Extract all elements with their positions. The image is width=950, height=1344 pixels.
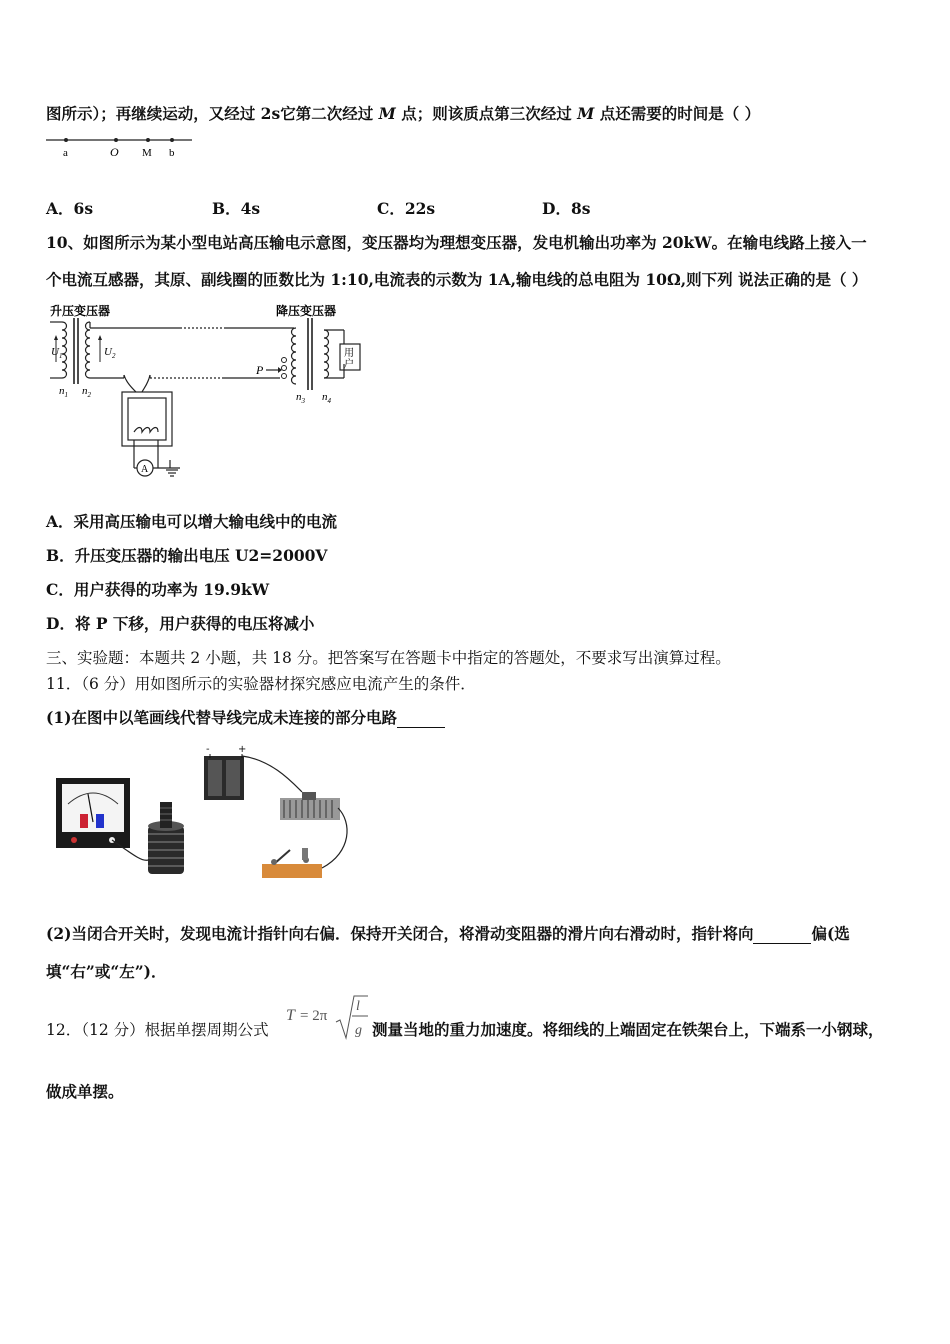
step-down-label: 降压变压器 <box>276 304 337 318</box>
inner-coil <box>160 802 172 828</box>
ammeter-label: A <box>141 464 149 475</box>
q10-option-d[interactable]: D．将 P 下移，用户获得的电压将减小 <box>46 614 315 633</box>
point-a <box>64 138 68 142</box>
n2-label: $n_2$ <box>82 385 91 399</box>
q9-option-b[interactable]: B．4s <box>212 199 261 218</box>
q11-part1: (1)在图中以笔画线代替导线完成未连接的部分电路 <box>46 706 445 728</box>
point-m <box>146 138 150 142</box>
coil-n3 <box>292 328 297 384</box>
q10-option-c[interactable]: C．用户获得的功率为 19.9kW <box>46 580 270 599</box>
svg-text:-: - <box>206 744 210 755</box>
q9-option-c[interactable]: C．22s <box>377 199 436 218</box>
q10-transmission-diagram <box>44 300 374 482</box>
q11-stem: 11．（6 分）用如图所示的实验器材探究感应电流产生的条件． <box>46 675 476 693</box>
n4-label: $n_4$ <box>322 391 331 405</box>
q11-part2-line1: (2)当闭合开关时，发现电流计指针向右偏．保持开关闭合，将滑动变阻器的滑片向右滑动时，指针将向 偏(选 <box>46 924 850 943</box>
n1-label: $n_1$ <box>59 385 68 399</box>
q9-option-a[interactable]: A．6s <box>46 199 94 218</box>
formula-g: g <box>355 1023 362 1038</box>
ct-frame <box>122 392 172 446</box>
n3-label: $n_3$ <box>296 391 305 405</box>
u2-label: $U_2$ <box>104 346 116 360</box>
label-m: M <box>142 147 152 159</box>
svg-text:+: + <box>238 744 247 755</box>
user-label-1: 用 <box>344 348 354 359</box>
switch-base <box>262 864 322 878</box>
coil-n2 <box>86 322 91 378</box>
q9-option-d[interactable]: D．8s <box>542 199 591 218</box>
formula-radical <box>336 996 368 1038</box>
coil-n1 <box>62 322 67 378</box>
label-o: O <box>110 145 119 159</box>
rheostat <box>280 798 340 820</box>
q11-part1-blank[interactable] <box>397 708 445 728</box>
q10-stem-line1: 10、如图所示为某小型电站高压输电示意图，变压器均为理想变压器，发电机输出功率为 20kW。在输电线路上接入一 <box>46 233 867 252</box>
q10-option-b[interactable]: B．升压变压器的输出电压 U2=2000V <box>46 546 328 565</box>
q11-apparatus-figure <box>52 742 362 892</box>
tap-3 <box>282 374 287 379</box>
q12-stem-part-b: 测量当地的重力加速度。将细线的上端固定在铁架台上，下端系一小钢球， <box>372 1020 884 1039</box>
q11-part2-line2: 填“右”或“左”)． <box>46 962 167 981</box>
q11-part2-blank[interactable] <box>753 924 811 944</box>
ct-secondary-coil <box>134 428 158 433</box>
point-o <box>114 138 118 142</box>
section-3-heading: 三、实验题：本题共 2 小题，共 18 分。把答案写在答题卡中指定的答题处，不要求写出演算过程。 <box>46 649 731 667</box>
step-up-label: 升压变压器 <box>50 304 111 318</box>
q12-pendulum-formula <box>284 990 370 1044</box>
q10-option-a[interactable]: A．采用高压输电可以增大输电线中的电流 <box>46 512 338 531</box>
q12-stem-part-a: 12．（12 分）根据单摆周期公式 <box>46 1021 269 1039</box>
q10-stem-line2: 个电流互感器，其原、副线圈的匝数比为 1:10,电流表的示数为 1A,输电线的总电阻为 10Ω,则下列 说法正确的是（ ） <box>46 270 868 289</box>
q9-number-line <box>44 134 196 162</box>
label-a: a <box>63 147 68 159</box>
galvanometer-face <box>62 784 124 832</box>
label-b: b <box>169 147 175 159</box>
ct-inner <box>128 398 166 440</box>
q12-stem-part-c: 做成单摆。 <box>46 1082 124 1101</box>
coil-n4 <box>324 330 329 378</box>
user-label-2: 户 <box>344 359 354 370</box>
tap-1 <box>282 358 287 363</box>
tap-2 <box>282 366 287 371</box>
u1-label: $U_1$ <box>51 346 63 360</box>
point-b <box>170 138 174 142</box>
ct-lead-1 <box>124 375 136 392</box>
q9-stem: 图所示）；再继续运动，又经过 2s它第二次经过 M 点；则该质点第三次经过 M 点还需要的时间是（ ） <box>46 104 761 123</box>
formula-t: T <box>286 1007 295 1024</box>
p-label: P <box>256 363 264 377</box>
formula-2pi: = 2π <box>300 1008 328 1024</box>
formula-l: l <box>356 999 360 1014</box>
